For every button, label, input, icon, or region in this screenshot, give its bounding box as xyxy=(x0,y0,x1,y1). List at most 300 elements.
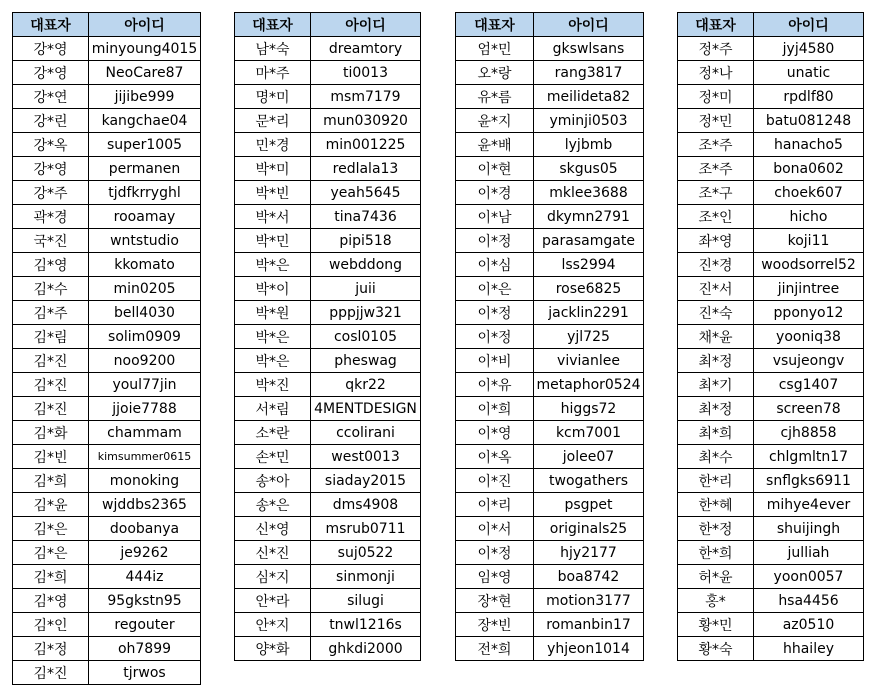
representative-cell: 송*은 xyxy=(235,493,311,517)
representative-cell: 박*은 xyxy=(235,325,311,349)
representative-cell: 강*연 xyxy=(13,85,89,109)
representative-cell: 이*은 xyxy=(456,277,534,301)
table-row xyxy=(13,205,201,229)
representative-cell: 이*경 xyxy=(456,181,534,205)
table-row xyxy=(235,541,421,565)
table-row xyxy=(678,301,864,325)
table-row xyxy=(13,661,201,685)
representative-cell: 임*영 xyxy=(456,565,534,589)
id-cell: noo9200 xyxy=(89,349,201,373)
id-cell: NeoCare87 xyxy=(89,61,201,85)
id-cell: originals25 xyxy=(534,517,644,541)
representative-cell: 홍* xyxy=(678,589,754,613)
table-row xyxy=(456,613,644,637)
id-cell: az0510 xyxy=(754,613,864,637)
id-cell: ghkdi2000 xyxy=(311,637,421,661)
table-row xyxy=(13,37,201,61)
representative-cell: 강*영 xyxy=(13,157,89,181)
column-header-id: 아이디 xyxy=(89,13,201,37)
table-row xyxy=(678,613,864,637)
table-row xyxy=(456,349,644,373)
id-cell: metaphor0524 xyxy=(534,373,644,397)
table-body xyxy=(13,37,201,685)
table-row xyxy=(678,205,864,229)
table-row xyxy=(678,349,864,373)
representative-cell: 황*민 xyxy=(678,613,754,637)
representative-cell: 박*미 xyxy=(235,157,311,181)
table-row xyxy=(13,61,201,85)
representative-cell: 손*민 xyxy=(235,445,311,469)
id-cell: woodsorrel52 xyxy=(754,253,864,277)
id-cell: west0013 xyxy=(311,445,421,469)
representative-cell: 박*서 xyxy=(235,205,311,229)
table-row xyxy=(678,277,864,301)
table-row xyxy=(13,157,201,181)
representative-cell: 조*인 xyxy=(678,205,754,229)
table-row xyxy=(13,109,201,133)
representative-cell: 김*진 xyxy=(13,349,89,373)
id-cell: rose6825 xyxy=(534,277,644,301)
representative-cell: 윤*지 xyxy=(456,109,534,133)
representative-cell: 진*경 xyxy=(678,253,754,277)
representative-cell: 김*진 xyxy=(13,661,89,685)
id-cell: shuijingh xyxy=(754,517,864,541)
representative-cell: 김*화 xyxy=(13,421,89,445)
representative-cell: 김*은 xyxy=(13,517,89,541)
table-row xyxy=(235,445,421,469)
representative-cell: 한*리 xyxy=(678,469,754,493)
id-cell: unatic xyxy=(754,61,864,85)
id-cell: mklee3688 xyxy=(534,181,644,205)
id-cell: choek607 xyxy=(754,181,864,205)
table-row xyxy=(235,205,421,229)
table-header xyxy=(678,13,864,37)
representative-cell: 강*주 xyxy=(13,181,89,205)
table-row xyxy=(235,133,421,157)
table-row xyxy=(13,85,201,109)
id-cell: yoon0057 xyxy=(754,565,864,589)
table-row xyxy=(235,229,421,253)
id-cell: snflgks6911 xyxy=(754,469,864,493)
representative-cell: 이*옥 xyxy=(456,445,534,469)
column-header-representative: 대표자 xyxy=(13,13,89,37)
table-row xyxy=(678,541,864,565)
table-row xyxy=(235,589,421,613)
table-row xyxy=(456,493,644,517)
representative-cell: 강*린 xyxy=(13,109,89,133)
id-cell: suj0522 xyxy=(311,541,421,565)
id-cell: yminji0503 xyxy=(534,109,644,133)
id-cell: meilideta82 xyxy=(534,85,644,109)
representative-cell: 송*아 xyxy=(235,469,311,493)
id-cell: kimsummer0615 xyxy=(89,445,201,469)
table-row xyxy=(13,133,201,157)
representative-cell: 채*윤 xyxy=(678,325,754,349)
representative-cell: 강*영 xyxy=(13,37,89,61)
table-row xyxy=(13,373,201,397)
representative-cell: 허*윤 xyxy=(678,565,754,589)
id-cell: super1005 xyxy=(89,133,201,157)
representative-cell: 이*진 xyxy=(456,469,534,493)
id-cell: bona0602 xyxy=(754,157,864,181)
table-row xyxy=(456,589,644,613)
table-row xyxy=(13,493,201,517)
representative-cell: 소*란 xyxy=(235,421,311,445)
representative-cell: 유*름 xyxy=(456,85,534,109)
table-row xyxy=(678,493,864,517)
table-body xyxy=(235,37,421,661)
id-cell: jyj4580 xyxy=(754,37,864,61)
member-table-3 xyxy=(455,12,644,661)
id-cell: permanen xyxy=(89,157,201,181)
representative-cell: 김*진 xyxy=(13,373,89,397)
id-cell: yooniq38 xyxy=(754,325,864,349)
table-header xyxy=(456,13,644,37)
representative-cell: 이*심 xyxy=(456,253,534,277)
table-row xyxy=(13,589,201,613)
representative-cell: 최*정 xyxy=(678,397,754,421)
id-cell: tjdfkrryghl xyxy=(89,181,201,205)
representative-cell: 박*빈 xyxy=(235,181,311,205)
representative-cell: 김*수 xyxy=(13,277,89,301)
id-cell: oh7899 xyxy=(89,637,201,661)
representative-cell: 이*정 xyxy=(456,325,534,349)
id-cell: bell4030 xyxy=(89,301,201,325)
id-cell: boa8742 xyxy=(534,565,644,589)
table-row xyxy=(678,253,864,277)
representative-cell: 김*영 xyxy=(13,589,89,613)
id-cell: vivianlee xyxy=(534,349,644,373)
id-cell: rpdlf80 xyxy=(754,85,864,109)
id-cell: chlgmltn17 xyxy=(754,445,864,469)
representative-cell: 강*옥 xyxy=(13,133,89,157)
id-cell: tina7436 xyxy=(311,205,421,229)
table-row xyxy=(456,133,644,157)
representative-cell: 김*빈 xyxy=(13,445,89,469)
table-row xyxy=(678,565,864,589)
id-cell: parasamgate xyxy=(534,229,644,253)
table-row xyxy=(235,613,421,637)
table-row xyxy=(235,85,421,109)
table-row xyxy=(13,253,201,277)
table-body xyxy=(678,37,864,661)
id-cell: doobanya xyxy=(89,517,201,541)
representative-cell: 최*희 xyxy=(678,421,754,445)
representative-cell: 정*주 xyxy=(678,37,754,61)
representative-cell: 황*숙 xyxy=(678,637,754,661)
representative-cell: 이*서 xyxy=(456,517,534,541)
representative-cell: 이*영 xyxy=(456,421,534,445)
id-cell: siaday2015 xyxy=(311,469,421,493)
table-row xyxy=(235,637,421,661)
representative-cell: 조*주 xyxy=(678,133,754,157)
representative-cell: 장*빈 xyxy=(456,613,534,637)
table-row xyxy=(456,517,644,541)
representative-cell: 문*리 xyxy=(235,109,311,133)
representative-cell: 장*현 xyxy=(456,589,534,613)
id-cell: dreamtory xyxy=(311,37,421,61)
id-cell: solim0909 xyxy=(89,325,201,349)
id-cell: dms4908 xyxy=(311,493,421,517)
id-cell: qkr22 xyxy=(311,373,421,397)
id-cell: tjrwos xyxy=(89,661,201,685)
representative-cell: 최*기 xyxy=(678,373,754,397)
id-cell: jinjintree xyxy=(754,277,864,301)
table-row xyxy=(456,469,644,493)
table-row xyxy=(235,253,421,277)
table-row xyxy=(235,301,421,325)
table-row xyxy=(235,325,421,349)
id-cell: romanbin17 xyxy=(534,613,644,637)
representative-cell: 김*정 xyxy=(13,637,89,661)
representative-cell: 이*유 xyxy=(456,373,534,397)
id-cell: hsa4456 xyxy=(754,589,864,613)
id-cell: rang3817 xyxy=(534,61,644,85)
table-row xyxy=(678,421,864,445)
id-cell: gkswlsans xyxy=(534,37,644,61)
table-row xyxy=(13,517,201,541)
table-row xyxy=(678,85,864,109)
table-row xyxy=(235,349,421,373)
id-cell: rooamay xyxy=(89,205,201,229)
table-row xyxy=(13,613,201,637)
table-row xyxy=(678,637,864,661)
representative-cell: 이*정 xyxy=(456,229,534,253)
table-row xyxy=(235,517,421,541)
representative-cell: 국*진 xyxy=(13,229,89,253)
column-header-representative: 대표자 xyxy=(678,13,754,37)
table-body xyxy=(456,37,644,661)
table-row xyxy=(456,157,644,181)
id-cell: lss2994 xyxy=(534,253,644,277)
table-row xyxy=(678,517,864,541)
table-row xyxy=(13,397,201,421)
id-cell: lyjbmb xyxy=(534,133,644,157)
representative-cell: 이*비 xyxy=(456,349,534,373)
table-row xyxy=(456,277,644,301)
id-cell: redlala13 xyxy=(311,157,421,181)
representative-cell: 김*림 xyxy=(13,325,89,349)
table-row xyxy=(235,493,421,517)
table-row xyxy=(13,301,201,325)
representative-cell: 안*라 xyxy=(235,589,311,613)
id-cell: 4MENTDESIGN xyxy=(311,397,421,421)
table-row xyxy=(678,109,864,133)
representative-cell: 김*영 xyxy=(13,253,89,277)
table-row xyxy=(678,445,864,469)
representative-cell: 서*림 xyxy=(235,397,311,421)
representative-cell: 한*정 xyxy=(678,517,754,541)
representative-cell: 이*정 xyxy=(456,301,534,325)
representative-cell: 조*주 xyxy=(678,157,754,181)
table-row xyxy=(456,421,644,445)
table-row xyxy=(456,565,644,589)
id-cell: youl77jin xyxy=(89,373,201,397)
id-cell: hhailey xyxy=(754,637,864,661)
table-row xyxy=(456,301,644,325)
id-cell: pppjjw321 xyxy=(311,301,421,325)
table-row xyxy=(456,109,644,133)
representative-cell: 최*정 xyxy=(678,349,754,373)
table-row xyxy=(456,205,644,229)
id-cell: silugi xyxy=(311,589,421,613)
table-row xyxy=(235,61,421,85)
id-cell: koji11 xyxy=(754,229,864,253)
representative-cell: 이*희 xyxy=(456,397,534,421)
representative-cell: 명*미 xyxy=(235,85,311,109)
representative-cell: 이*리 xyxy=(456,493,534,517)
column-header-representative: 대표자 xyxy=(235,13,311,37)
representative-cell: 남*숙 xyxy=(235,37,311,61)
representative-cell: 정*나 xyxy=(678,61,754,85)
table-row xyxy=(456,229,644,253)
id-cell: yhjeon1014 xyxy=(534,637,644,661)
table-row xyxy=(13,325,201,349)
representative-cell: 이*현 xyxy=(456,157,534,181)
id-cell: ccolirani xyxy=(311,421,421,445)
representative-cell: 한*혜 xyxy=(678,493,754,517)
id-cell: yjl725 xyxy=(534,325,644,349)
table-row xyxy=(456,85,644,109)
id-cell: cjh8858 xyxy=(754,421,864,445)
member-table-4 xyxy=(677,12,864,661)
table-row xyxy=(678,397,864,421)
id-cell: julliah xyxy=(754,541,864,565)
representative-cell: 민*경 xyxy=(235,133,311,157)
table-row xyxy=(456,253,644,277)
id-cell: ti0013 xyxy=(311,61,421,85)
table-row xyxy=(13,541,201,565)
id-cell: regouter xyxy=(89,613,201,637)
representative-cell: 정*미 xyxy=(678,85,754,109)
id-cell: pponyo12 xyxy=(754,301,864,325)
table-header xyxy=(235,13,421,37)
table-row xyxy=(678,373,864,397)
representative-cell: 진*숙 xyxy=(678,301,754,325)
id-cell: monoking xyxy=(89,469,201,493)
member-table-2 xyxy=(234,12,421,661)
table-row xyxy=(13,637,201,661)
id-cell: psgpet xyxy=(534,493,644,517)
table-row xyxy=(235,157,421,181)
id-cell: jjoie7788 xyxy=(89,397,201,421)
id-cell: chammam xyxy=(89,421,201,445)
id-cell: higgs72 xyxy=(534,397,644,421)
table-row xyxy=(13,421,201,445)
table-row xyxy=(456,445,644,469)
table-row xyxy=(678,469,864,493)
id-cell: msm7179 xyxy=(311,85,421,109)
table-row xyxy=(235,469,421,493)
representative-cell: 박*은 xyxy=(235,349,311,373)
table-row xyxy=(13,181,201,205)
id-cell: kangchae04 xyxy=(89,109,201,133)
id-cell: csg1407 xyxy=(754,373,864,397)
representative-cell: 박*이 xyxy=(235,277,311,301)
representative-cell: 김*희 xyxy=(13,469,89,493)
id-cell: kkomato xyxy=(89,253,201,277)
id-cell: je9262 xyxy=(89,541,201,565)
representative-cell: 김*진 xyxy=(13,397,89,421)
id-cell: 444iz xyxy=(89,565,201,589)
id-cell: screen78 xyxy=(754,397,864,421)
id-cell: juii xyxy=(311,277,421,301)
table-row xyxy=(678,589,864,613)
table-row xyxy=(456,637,644,661)
table-row xyxy=(235,397,421,421)
id-cell: tnwl1216s xyxy=(311,613,421,637)
representative-cell: 조*구 xyxy=(678,181,754,205)
column-header-id: 아이디 xyxy=(311,13,421,37)
id-cell: pipi518 xyxy=(311,229,421,253)
table-row xyxy=(678,181,864,205)
table-row xyxy=(678,37,864,61)
id-cell: hanacho5 xyxy=(754,133,864,157)
id-cell: mun030920 xyxy=(311,109,421,133)
table-row xyxy=(235,277,421,301)
representative-cell: 박*민 xyxy=(235,229,311,253)
table-row xyxy=(13,565,201,589)
id-cell: wntstudio xyxy=(89,229,201,253)
table-row xyxy=(678,325,864,349)
id-cell: hjy2177 xyxy=(534,541,644,565)
id-cell: yeah5645 xyxy=(311,181,421,205)
representative-cell: 엄*민 xyxy=(456,37,534,61)
representative-cell: 이*남 xyxy=(456,205,534,229)
id-cell: skgus05 xyxy=(534,157,644,181)
representative-cell: 심*지 xyxy=(235,565,311,589)
id-cell: vsujeongv xyxy=(754,349,864,373)
table-row xyxy=(13,349,201,373)
id-cell: wjddbs2365 xyxy=(89,493,201,517)
table-row xyxy=(456,325,644,349)
representative-cell: 최*수 xyxy=(678,445,754,469)
table-row xyxy=(235,421,421,445)
table-row xyxy=(235,181,421,205)
table-row xyxy=(235,109,421,133)
representative-cell: 박*진 xyxy=(235,373,311,397)
id-cell: jacklin2291 xyxy=(534,301,644,325)
representative-cell: 신*영 xyxy=(235,517,311,541)
representative-cell: 정*민 xyxy=(678,109,754,133)
representative-cell: 곽*경 xyxy=(13,205,89,229)
table-row xyxy=(456,541,644,565)
table-row xyxy=(456,397,644,421)
id-cell: jolee07 xyxy=(534,445,644,469)
id-cell: msrub0711 xyxy=(311,517,421,541)
representative-cell: 김*윤 xyxy=(13,493,89,517)
id-cell: webddong xyxy=(311,253,421,277)
table-row xyxy=(678,157,864,181)
table-row xyxy=(678,133,864,157)
id-cell: pheswag xyxy=(311,349,421,373)
representative-cell: 김*희 xyxy=(13,565,89,589)
column-header-representative: 대표자 xyxy=(456,13,534,37)
member-table-1 xyxy=(12,12,201,685)
table-row xyxy=(456,373,644,397)
representative-cell: 김*인 xyxy=(13,613,89,637)
representative-cell: 한*희 xyxy=(678,541,754,565)
representative-cell: 김*은 xyxy=(13,541,89,565)
table-row xyxy=(456,181,644,205)
table-row xyxy=(235,565,421,589)
representative-cell: 강*영 xyxy=(13,61,89,85)
representative-cell: 윤*배 xyxy=(456,133,534,157)
id-cell: cosl0105 xyxy=(311,325,421,349)
representative-cell: 신*진 xyxy=(235,541,311,565)
id-cell: min0205 xyxy=(89,277,201,301)
table-row xyxy=(456,61,644,85)
